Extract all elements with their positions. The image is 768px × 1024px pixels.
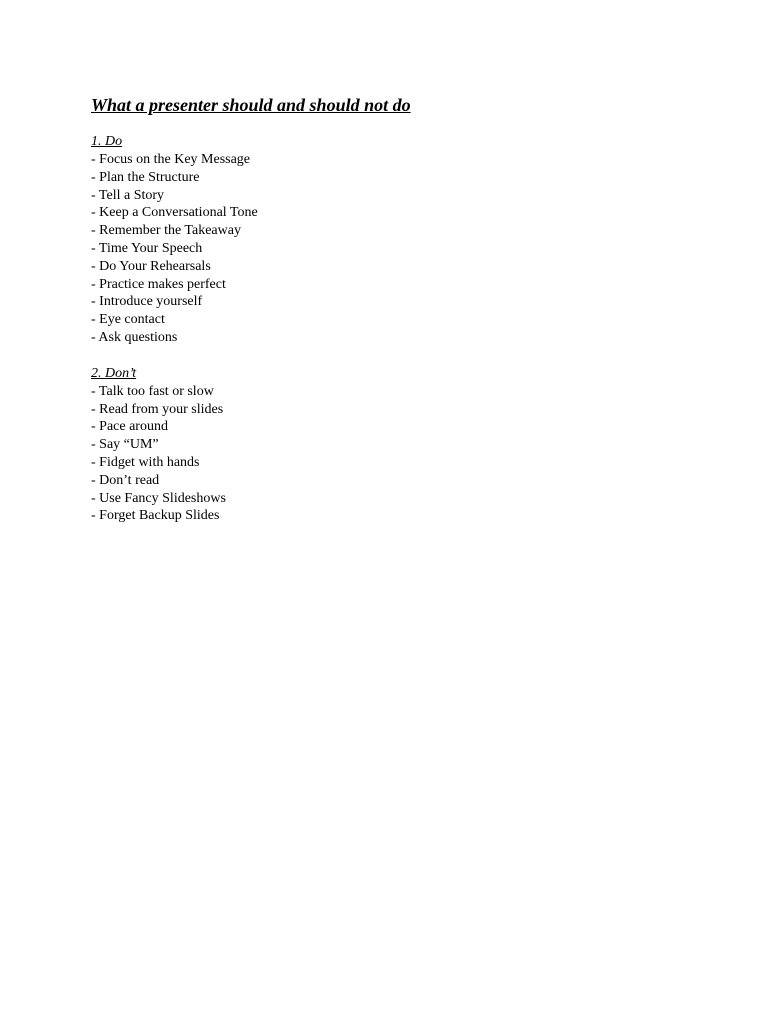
list-item: - Remember the Takeaway [91, 223, 241, 239]
list-item: - Eye contact [91, 312, 165, 328]
list-item: - Say “UM” [91, 437, 159, 453]
list-item: - Introduce yourself [91, 294, 203, 310]
list-item: - Plan the Structure [91, 169, 200, 185]
list-item: - Practice makes perfect [91, 276, 226, 292]
list-item: - Keep a Conversational Tone [91, 205, 258, 221]
list-item: - Use Fancy Slideshows [91, 490, 226, 506]
section-heading-dont: 2. Don’t [91, 365, 137, 381]
section-dont [91, 365, 691, 525]
list-item: - Focus on the Key Message [91, 152, 251, 167]
list-item: - Fidget with hands [91, 454, 200, 470]
document-title: What a presenter should and should not do [91, 95, 411, 115]
section-heading-do: 1. Do [91, 134, 123, 149]
list-item: - Forget Backup Slides [91, 508, 220, 524]
document-page [91, 94, 691, 525]
section-do [91, 133, 691, 347]
list-item: - Don’t read [91, 472, 160, 488]
list-item: - Tell a Story [91, 187, 165, 203]
list-item: - Pace around [91, 419, 168, 435]
do-list [91, 151, 691, 347]
list-item: - Talk too fast or slow [91, 383, 214, 399]
list-item: - Time Your Speech [91, 240, 203, 256]
list-item: - Do Your Rehearsals [91, 258, 211, 274]
dont-list [91, 383, 691, 525]
list-item: - Ask questions [91, 329, 178, 345]
section-spacer [91, 347, 691, 365]
list-item: - Read from your slides [91, 401, 224, 417]
